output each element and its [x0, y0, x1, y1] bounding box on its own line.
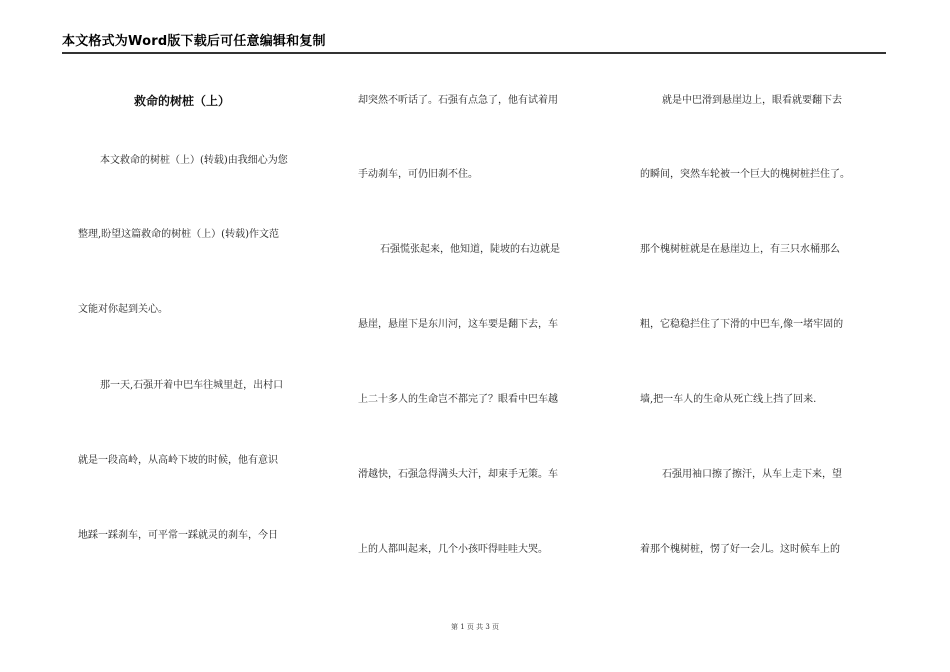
text-line: 整理,盼望这篇救命的树桩（上）(转载)作文范	[78, 229, 279, 240]
text-line: 的瞬间，突然车轮被一个巨大的槐树桩拦住了。	[640, 169, 850, 180]
text-line: 本文救命的树桩（上）(转载)由我细心为您	[100, 155, 288, 166]
text-line: 墙,把一车人的生命从死亡线上挡了回来.	[640, 394, 817, 405]
text-line: 却突然不听话了。石强有点急了，他有试着用	[358, 95, 558, 106]
text-line: 那个槐树桩就是在悬崖边上，有三只水桶那么	[640, 244, 840, 255]
text-line: 文能对你起到关心。	[78, 304, 168, 315]
text-line: 石强慌张起来，他知道，陡坡的右边就是	[380, 244, 560, 255]
text-line: 石强用袖口擦了擦汗，从车上走下来，望	[662, 469, 842, 480]
text-line: 上的人都叫起来，几个小孩吓得哇哇大哭。	[358, 544, 548, 555]
text-line: 悬崖，悬崖下是东川河，这车要是翻下去，车	[358, 319, 558, 330]
text-line: 粗，它稳稳拦住了下滑的中巴车,像一堵牢固的	[640, 319, 844, 330]
text-line: 手动刹车，可仍旧刹不住。	[358, 169, 478, 180]
document-title: 救命的树桩（上）	[134, 94, 231, 108]
text-line: 滑越快，石强急得满头大汗，却束手无策。车	[358, 469, 558, 480]
text-line: 上二十多人的生命岂不都完了？眼看中巴车越	[358, 394, 558, 405]
header-text: 本文格式为Word版下载后可任意编辑和复制	[62, 34, 326, 49]
text-line: 地踩一踩刹车，可平常一踩就灵的刹车，今日	[78, 530, 278, 541]
text-line: 那一天,石强开着中巴车往城里赶，出村口	[100, 380, 284, 391]
page-number-footer: 第 1 页 共 3 页	[450, 623, 500, 631]
page-header	[62, 34, 886, 54]
text-line: 就是中巴滑到悬崖边上，眼看就要翻下去	[662, 95, 842, 106]
text-line: 就是一段高岭，从高岭下坡的时候，他有意识	[78, 455, 278, 466]
text-line: 着那个槐树桩，愣了好一会儿。这时候车上的	[640, 544, 840, 555]
